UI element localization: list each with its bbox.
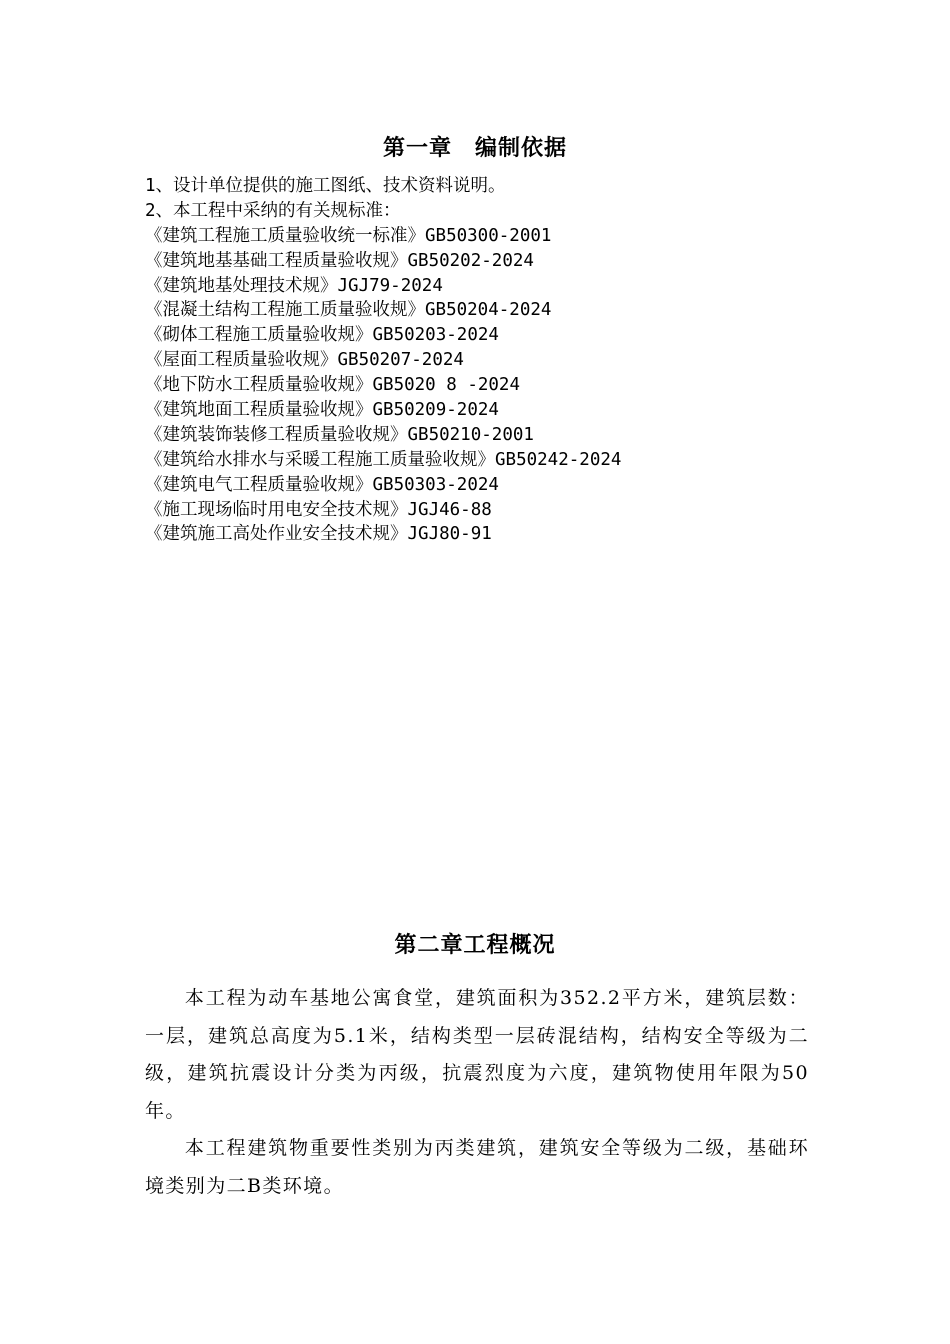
overview-paragraph: 本工程为动车基地公寓食堂，建筑面积为352.2平方米，建筑层数：一层，建筑总高度为5.1米，结构类型一层砖混结构，结构安全等级为二级，建筑抗震设计分类为丙级，抗震烈度为六度，建筑物使用年限为50年。 (145, 987, 809, 1122)
list-item: 1、设计单位提供的施工图纸、技术资料说明。 (145, 176, 506, 196)
standard-item: 《建筑电气工程质量验收规》GB50303-2024 (145, 474, 499, 495)
overview-paragraph: 本工程建筑物重要性类别为丙类建筑，建筑安全等级为二级，基础环境类别为二B类环境。 (145, 1137, 809, 1197)
standard-item: 《砌体工程施工质量验收规》GB50203-2024 (145, 325, 499, 346)
standard-item: 《建筑装饰装修工程质量验收规》GB50210-2001 (145, 424, 534, 445)
project-overview (145, 980, 809, 1205)
list-item: 2、本工程中采纳的有关规标准： (145, 200, 401, 221)
standard-item: 《屋面工程质量验收规》GB50207-2024 (145, 350, 464, 371)
standard-item: 《建筑地基处理技术规》JGJ79-2024 (145, 275, 443, 296)
basis-list (145, 174, 905, 547)
standard-item: 《施工现场临时用电安全技术规》JGJ46-88 (145, 499, 492, 520)
standard-item: 《混凝土结构工程施工质量验收规》GB50204-2024 (145, 300, 552, 321)
standard-item: 《建筑施工高处作业安全技术规》JGJ80-91 (145, 524, 492, 545)
chapter1-title: 第一章 编制依据 (382, 136, 567, 161)
standard-item: 《建筑地面工程质量验收规》GB50209-2024 (145, 400, 499, 421)
chapter2-title: 第二章工程概况 (394, 933, 556, 958)
standard-item: 《建筑工程施工质量验收统一标准》GB50300-2001 (145, 225, 552, 246)
standard-item: 《建筑地基基础工程质量验收规》GB50202-2024 (145, 250, 534, 271)
standard-item: 《地下防水工程质量验收规》GB5020 8 -2024 (145, 375, 521, 396)
standard-item: 《建筑给水排水与采暖工程施工质量验收规》GB50242-2024 (145, 449, 622, 470)
